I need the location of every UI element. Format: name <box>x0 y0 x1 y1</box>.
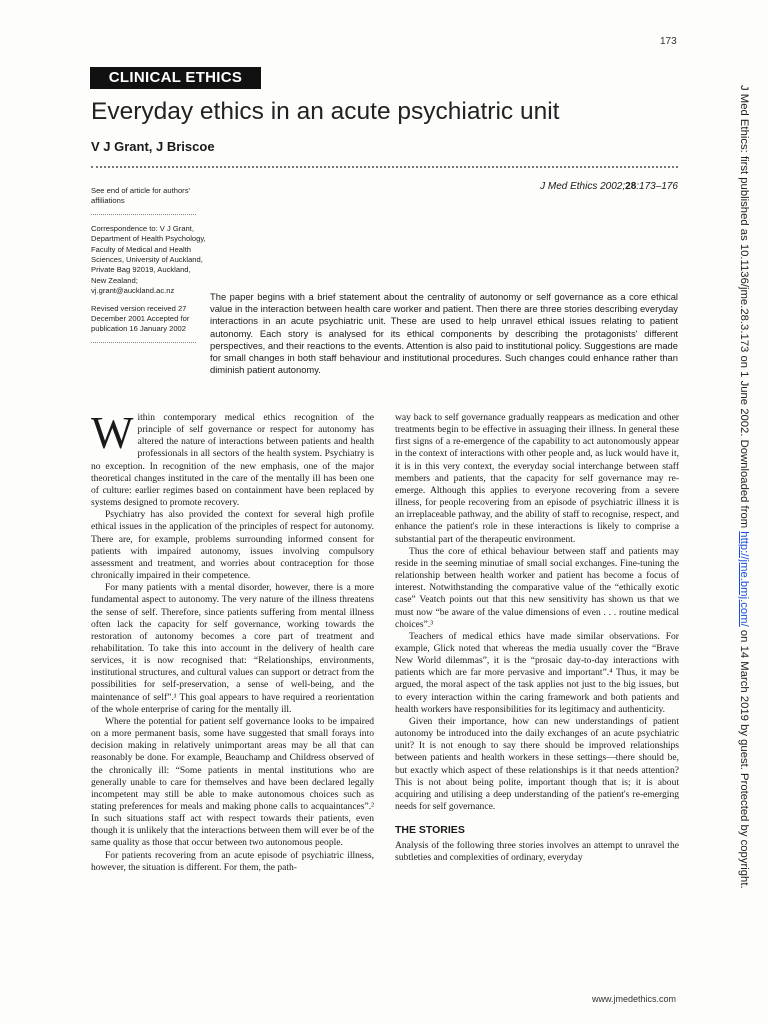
correspondence: Correspondence to: V J Grant, Department of Health Psychology, Faculty of Medical and Health Sciences, University of Auckland, Private Bag 92019, Auckland, New Zealand; vj.grant@auckland.ac.nz <box>91 223 206 296</box>
notice-text-end: on 14 March 2019 by guest. Protected by copyright. <box>738 626 750 889</box>
notice-text: J Med Ethics: first published as 10.1136/jme.28.3.173 on 1 June 2002. Downloaded from <box>738 85 750 532</box>
citation-journal: J Med Ethics <box>540 181 598 192</box>
header-divider <box>91 166 678 168</box>
sidebar-divider <box>91 214 196 215</box>
download-notice <box>728 85 752 920</box>
paragraph: Thus the core of ethical behaviour between staff and patients may reside in the seeming minutiae of small social exchanges. Fine-tuning the relationship between health worker and patient has become a focus of interest. Notwithstanding the comparative value of the “ethically exotic case” Veatch points out that this new sensitivity has shown us that we must now “be aware of the value dimensions of even . . . routine medical choices”.³ <box>395 545 679 630</box>
paragraph: Analysis of the following three stories involves an attempt to unravel the subtleties and complexities of ordinary, everyday <box>395 840 679 864</box>
authors: V J Grant, J Briscoe <box>91 139 215 154</box>
citation-pages: :173–176 <box>636 181 678 192</box>
journal-link[interactable]: http://jme.bmj.com/ <box>738 531 750 627</box>
citation-year: 2002; <box>600 181 626 192</box>
paragraph: Where the potential for patient self governance looks to be impaired on a more permanent basis, some have suggested that small forays into decision making in relatively unimportant areas may be all that can reasonably be done. For example, Beauchamp and Childress observed of the chronically ill: “Some patients in mental institutions who are generally unable to care for themselves and have been declared legally incompetent may still be able to make autonomous choices such as stating preferences for meals and making phone calls to acquaintances”.² In such situations staff act with respect towards their patients, even though it is unlikely that the interactions between them will ever be of the same quality as those that occur between two autonomous people. <box>91 715 374 849</box>
article-title: Everyday ethics in an acute psychiatric unit <box>91 98 560 125</box>
paragraph: Psychiatry has also provided the context for several high profile ethical issues in the application of the principles of respect for autonomy. There are, for example, problems surrounding informed consent for patients with impaired autonomy, issues involving compulsory assessment and treatment, and worries about contraception for those chronically impaired in their competence. <box>91 509 374 582</box>
dates: Revised version received 27 December 2001 Accepted for publication 16 January 2002 <box>91 303 190 334</box>
article-sidebar <box>91 186 206 352</box>
body-column-right <box>395 412 679 865</box>
paragraph: Teachers of medical ethics have made similar observations. For example, Glick noted that whereas the media usually cover the “Brave New World dilemmas”, it is the “prosaic day-to-day interactions with patients which are far more pervasive and important”.⁴ Thus, it may be argued, the moral aspect of the task applies not just to the big issues, but to every interaction within the caring framework and both patients and health workers have responsibilities for its legitimacy and authenticity. <box>395 630 679 715</box>
paragraph: For many patients with a mental disorder, however, there is a more fundamental aspect to autonomy. The very nature of the illness threatens the sense of self. Therefore, since patients suffering from mental illness often lack the capacity for self governance, working towards the restoration of autonomy becomes a core part of treatment and rehabilitation. To take this into account in the delivery of health care services, it is now recognised that: “Relationships, environments, institutional structures, and cultural values can support or detract from the possibilities for self-preservation, a sense of well-being, and the maintenance of self”.¹ This goal appears to have required a reorientation of the whole enterprise of caring for the mentally ill. <box>91 582 374 715</box>
section-heading: THE STORIES <box>395 824 465 837</box>
drop-cap: W <box>91 408 134 458</box>
paragraph: way back to self governance gradually reappears as medication and other treatments begin to be effective in assuaging their illness. In general these first signs of a re-emergence of the capability to act autonomously appear in the context of interactions with other people and, as luck would have it, it is in this very context, the everyday social interchange between staff members and patients, that the capacity for self governance may re-emerge. Although this applies to everyone recovering from a severe illness, for people recovering from an episode of psychiatric illness it is an irreplaceable pathway, and the ability of staff to recognise, respect, and enhance the patient's role in these interactions is likely to comprise a substantial part of the therapeutic environment. <box>395 412 679 545</box>
body-column-left <box>91 408 374 874</box>
paragraph: ithin contemporary medical ethics recognition of the principle of self governance or respect for autonomy has altered the nature of interactions between patients and health professionals in all sectors of the health system. Psychiatry is no exception. In recognition of the new emphasis, one of the major theoretical changes instituted in the care of the mentally ill has been one of culture: earlier regimes based on containment have been replaced by systems designed to promote recovery. <box>91 412 374 509</box>
section-label: CLINICAL ETHICS <box>90 67 261 89</box>
page-number: 173 <box>660 36 677 47</box>
affiliations-note: See end of article for authors' affiliations <box>91 186 190 206</box>
paragraph: Given their importance, how can new understandings of patient autonomy be introduced into the daily exchanges of an acute psychiatric unit? It is not enough to say there should be improved relationships between patients and health workers in these settings—there should be, but exactly which aspect of these relationships is it that needs attention? This is not about being polite, important though that is; it is about acquiring and utilising a deep understanding of the patient's re-emerging needs for self governance. <box>395 715 679 812</box>
paragraph: For patients recovering from an acute episode of psychiatric illness, however, the situation is different. For them, the path- <box>91 849 374 873</box>
citation-volume: 28 <box>625 181 637 192</box>
abstract: The paper begins with a brief statement about the centrality of autonomy or self governance as a core ethical value in the interaction between health care worker and patient. Then there are three stories describing everyday interactions in an acute psychiatric unit. These are used to help unravel ethical issues relating to patient autonomy. Each story is analysed for its ethical components by describing the protagonists' different perspectives, and their reactions to the events. Attention is also paid to institutional policy. Suggestions are made for small changes in both staff behaviour and institutional procedures. Such changes could enhance rather than diminish patient autonomy. <box>210 291 678 376</box>
citation <box>540 181 678 192</box>
sidebar-divider-bottom <box>91 342 196 343</box>
footer-url[interactable]: www.jmedethics.com <box>591 994 676 1004</box>
